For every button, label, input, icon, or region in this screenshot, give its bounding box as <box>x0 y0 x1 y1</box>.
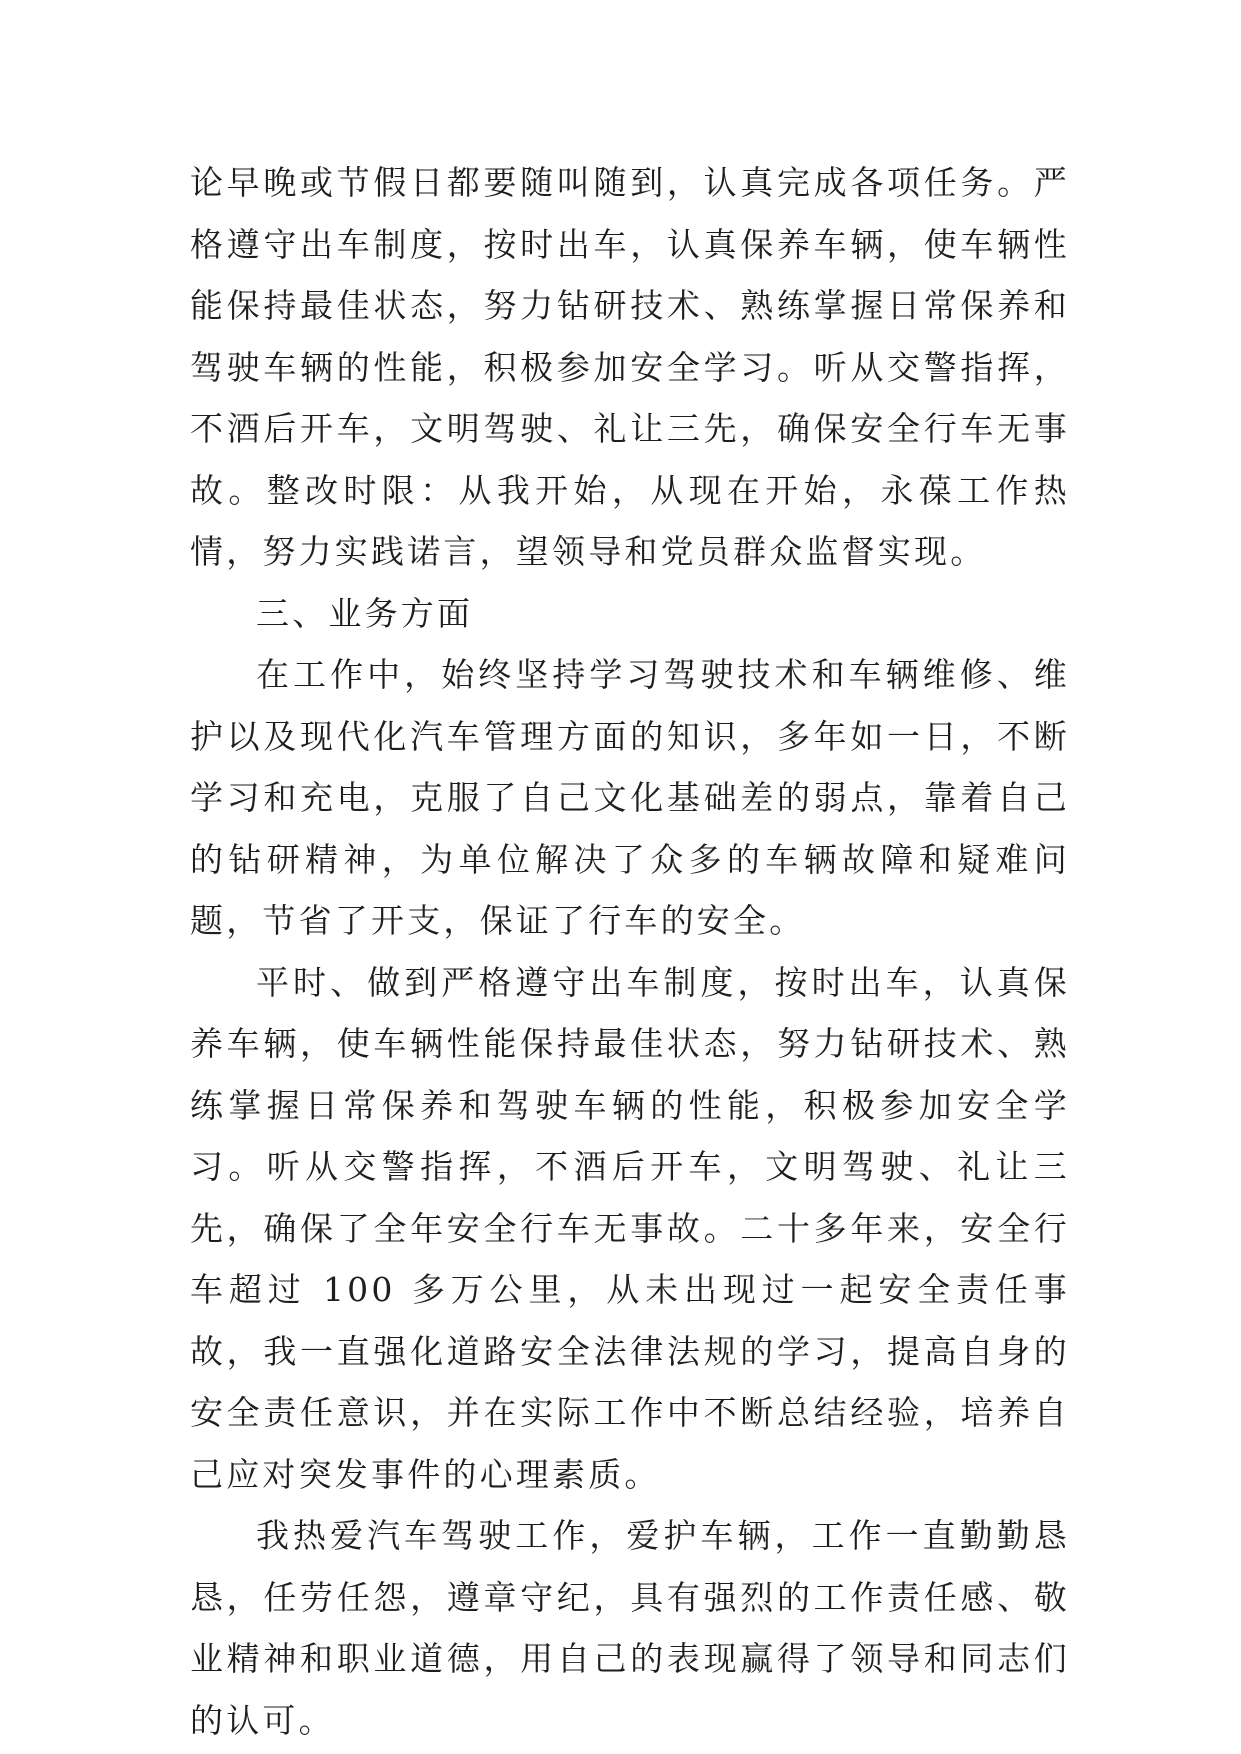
document-body <box>190 152 1070 1751</box>
paragraph-duty-commitment: 论早晚或节假日都要随叫随到，认真完成各项任务。严格遵守出车制度，按时出车，认真保养车辆，使车辆性能保持最佳状态，努力钻研技术、熟练掌握日常保养和驾驶车辆的性能，积极参加安全学习。听从交警指挥，不酒后开车，文明驾驶、礼让三先，确保安全行车无事故。整改时限：从我开始，从现在开始，永葆工作热情，努力实践诺言，望领导和党员群众监督实现。 <box>190 163 1070 571</box>
paragraph-work-attitude: 我热爱汽车驾驶工作，爱护车辆，工作一直勤勤恳恳，任劳任怨，遵章守纪，具有强烈的工作责任感、敬业精神和职业道德，用自己的表现赢得了领导和同志们的认可。 <box>190 1516 1070 1740</box>
paragraph-safety-record: 平时、做到严格遵守出车制度，按时出车，认真保养车辆，使车辆性能保持最佳状态，努力钻研技术、熟练掌握日常保养和驾驶车辆的性能，积极参加安全学习。听从交警指挥，不酒后开车，文明驾驶、礼让三先，确保了全年安全行车无事故。二十多年来，安全行车超过 100 多万公里，从未出现过一起安全责任事故，我一直强化道路安全法律法规的学习，提高自身的安全责任意识，并在实际工作中不断总结经验，培养自己应对突发事件的心理素质。 <box>190 962 1070 1494</box>
paragraph-learning: 在工作中，始终坚持学习驾驶技术和车辆维修、维护以及现代化汽车管理方面的知识，多年如一日，不断学习和充电，克服了自己文化基础差的弱点，靠着自己的钻研精神，为单位解决了众多的车辆故障和疑难问题，节省了开支，保证了行车的安全。 <box>190 655 1070 940</box>
section-heading-business: 三、业务方面 <box>256 593 474 633</box>
